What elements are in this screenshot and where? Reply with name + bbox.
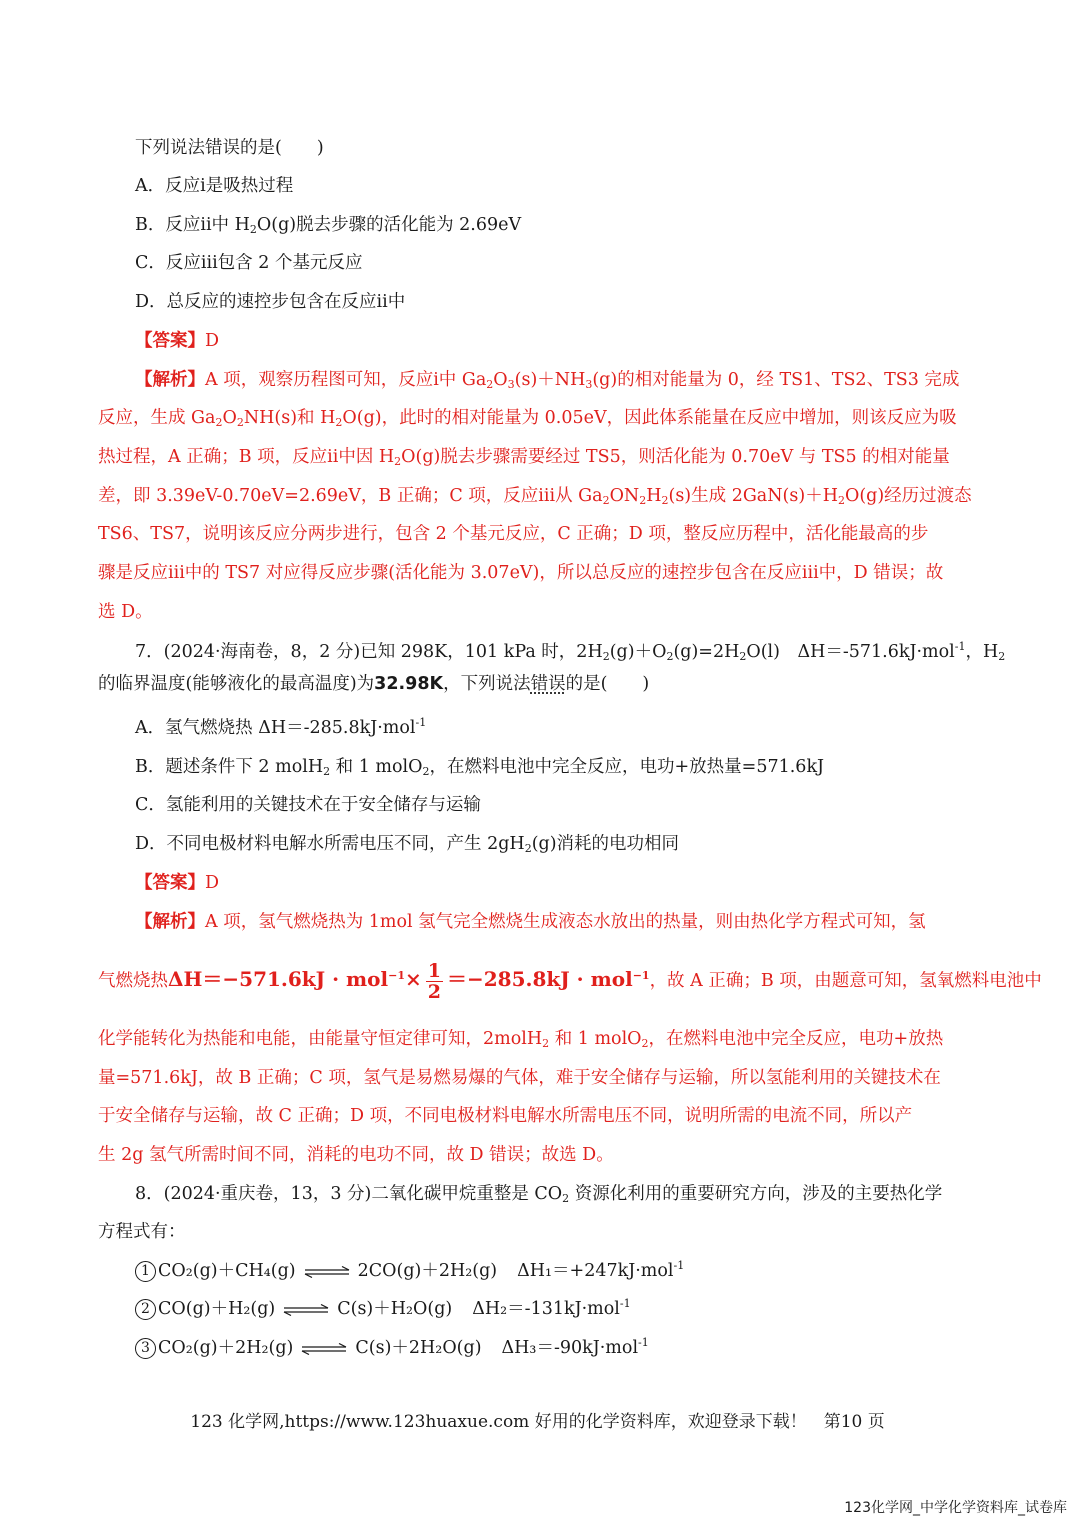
q6-option-a: A．反应i是吸热过程 (135, 176, 294, 196)
equilibrium-arrow-icon (304, 1266, 350, 1278)
q6-option-d: D．总反应的速控步包含在反应ii中 (135, 292, 406, 312)
q7-analysis-line-4: 量=571.6kJ，故 B 正确；C 项，氢气是易燃易爆的气体，难于安全储存与运输，所以氢能利用的关键技术在 (98, 1068, 941, 1088)
q7-analysis-line-6: 生 2g 氢气所需时间不同，消耗的电功不同，故 D 错误；故选 D。 (98, 1145, 614, 1165)
q7-option-b: B．题述条件下 2 molH$_2$ 和 1 molO$_2$，在燃料电池中完全反应，电功+放热量=571.6kJ (135, 757, 825, 778)
formula-dh-right: ＝−285.8kJ · mol (446, 967, 633, 991)
equilibrium-arrow-icon (283, 1304, 329, 1316)
q7-analysis-line-5: 于安全储存与运输，故 C 正确；D 项，不同电极材料电解水所需电压不同，说明所需的电流不同，所以产 (98, 1106, 913, 1126)
formula-fraction: $\frac{1}{2}$ (427, 960, 441, 1003)
q7-analysis-line-3: 化学能转化为热能和电能，由能量守恒定律可知，2molH$_2$ 和 1 molO$_2$，在燃料电池中完全反应，电功+放热 (98, 1029, 944, 1050)
q6-option-c: C．反应iii包含 2 个基元反应 (135, 253, 363, 273)
watermark-corner: 123化学网_中学化学资料库_试卷库 (844, 1500, 1067, 1516)
q6-analysis-line-3: 热过程，A 正确；B 项，反应ii中因 $H_2O(g)$脱去步骤需要经过 TS5，则活化能为 0.70eV 与 TS5 的相对能量 (98, 447, 950, 468)
circled-number-3: 3 (135, 1338, 156, 1359)
q6-analysis-line-4: 差，即 3.39eV-0.70eV=2.69eV，B 正确；C 项，反应iii从 $Ga_2ON_2H_2(s)$生成 $2GaN(s)+H_2O(g)$经历过渡态 (98, 486, 972, 507)
circled-number-2: 2 (135, 1299, 156, 1320)
q6-analysis-line-2: 反应，生成 $Ga_2O_2NH(s)$和 $H_2O(g)$，此时的相对能量为 0.05eV，因此体系能量在反应中增加，则该反应为吸 (98, 408, 957, 429)
q6-analysis-line-6: 骤是反应iii中的 TS7 对应得反应步骤(活化能为 3.07eV)，所以总反应的速控步包含在反应iii中，D 错误；故 (98, 563, 944, 583)
q6-answer: 【答案】D (135, 331, 220, 351)
q7-option-d: D．不同电极材料电解水所需电压不同，产生 $2gH_2(g)$消耗的电功相同 (135, 834, 680, 855)
q7-stem-line-2: 的临界温度(能够液化的最高温度)为32.98K，下列说法错误的是( ) (98, 674, 650, 694)
q7-stem-line-1: 7．(2024·海南卷，8，2 分)已知 298K，101 kPa 时，$2H_2(g)+O_2(g)=2H_2O(l)$ ΔH＝-571.6kJ·mol$^{-1}$，$H_2$ (135, 640, 1006, 663)
formula-dh-left: ΔH＝−571.6kJ · mol (168, 967, 389, 991)
page-footer: 123 化学网,https://www.123huaxue.com 好用的化学资料库，欢迎登录下载！ 第10 页 (190, 1412, 885, 1432)
q7-analysis-line-2: 气燃烧热ΔH＝−571.6kJ · mol$^{-1}$× $\frac{1}{2}$ ＝−285.8kJ · mol$^{-1}$，故 A 正确；B 项，由题意可知，氢氧燃料电池中 (98, 960, 1042, 1003)
q7-analysis-line-1: 【解析】A 项，氢气燃烧热为 1mol 氢气完全燃烧生成液态水放出的热量，则由热化学方程式可知，氢 (135, 912, 926, 932)
q7-option-a: A．氢气燃烧热 ΔH＝-285.8kJ·mol$^{-1}$ (135, 716, 427, 738)
q8-stem-line-1: 8．(2024·重庆卷，13，3 分)二氧化碳甲烷重整是 $CO_2$ 资源化利用的重要研究方向，涉及的主要热化学 (135, 1184, 943, 1205)
q6-option-b: B．反应ii中 $H_2O(g)$脱去步骤的活化能为 2.69eV (135, 215, 522, 236)
equilibrium-arrow-icon (301, 1343, 347, 1355)
q6-analysis-line-5: TS6、TS7，说明该反应分两步进行，包含 2 个基元反应，C 正确；D 项，整反应历程中，活化能最高的步 (98, 524, 929, 544)
q6-analysis-line-1: 【解析】A 项，观察历程图可知，反应i中 $Ga_2O_3(s)+NH_3(g)$的相对能量为 0，经 TS1、TS2、TS3 完成 (135, 370, 960, 391)
q7-option-c: C．氢能利用的关键技术在于安全储存与运输 (135, 795, 481, 815)
q8-equation-2: 2 CO(g)＋H₂(g) C(s)＋H₂O(g) ΔH₂＝-131kJ·mol$^{-1}$ (135, 1297, 1015, 1321)
circled-number-1: 1 (135, 1261, 156, 1282)
q8-stem-line-2: 方程式有： (98, 1222, 186, 1242)
q6-stem: 下列说法错误的是( ) (135, 138, 324, 158)
q6-analysis-line-7: 选 D。 (98, 602, 153, 622)
q8-equation-3: 3 CO₂(g)＋2H₂(g) C(s)＋2H₂O(g) ΔH₃＝-90kJ·mol$^{-1}$ (135, 1336, 1015, 1360)
q8-equation-1: 1 CO₂(g)＋CH₄(g) 2CO(g)＋2H₂(g) ΔH₁＝+247kJ·mol$^{-1}$ (135, 1259, 1015, 1283)
q7-answer: 【答案】D (135, 873, 220, 893)
